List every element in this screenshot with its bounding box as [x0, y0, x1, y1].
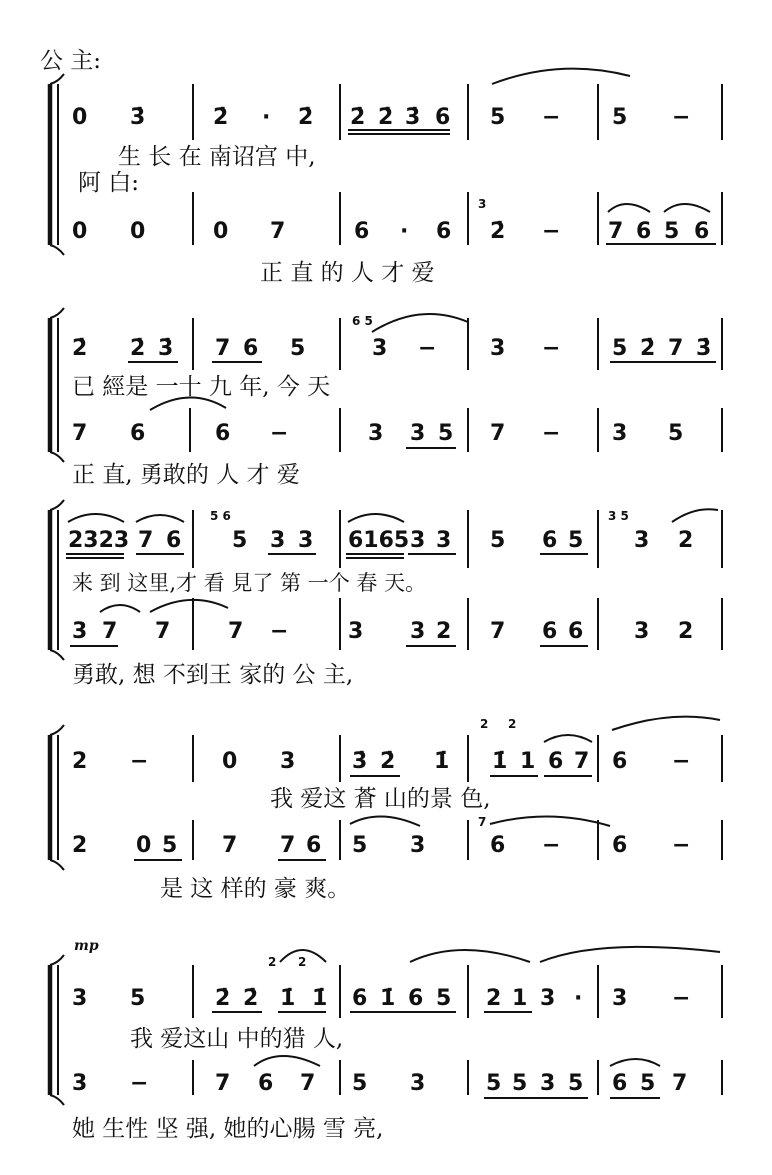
- note: 5: [352, 833, 368, 858]
- note: 6: [215, 421, 231, 446]
- note: 6: [354, 219, 370, 244]
- lyric-line: 生 长 在 南诏宫 中,: [118, 144, 316, 170]
- note: 2: [678, 528, 694, 553]
- note: −: [130, 1071, 149, 1096]
- note: 2̇: [298, 105, 314, 130]
- lyric-line: 正 直, 勇敢的 人 才 爱: [72, 462, 300, 488]
- note: 6: [612, 833, 628, 858]
- note: 5: [512, 1071, 528, 1096]
- note: −: [672, 749, 691, 774]
- note: 3̇: [696, 336, 712, 361]
- note: 7: [138, 528, 154, 553]
- note: 5: [612, 105, 628, 130]
- note: 5: [232, 528, 248, 553]
- lyric-line: 已 經是 一十 九 年, 今 天: [72, 374, 331, 400]
- svg-text:7 6 6 −: [72, 421, 683, 446]
- note: 3: [348, 619, 364, 644]
- svg-text:2: 2: [480, 717, 489, 731]
- svg-text:3 7 7 7: [72, 619, 693, 644]
- note: −: [270, 421, 289, 446]
- note: 6: [612, 1071, 628, 1096]
- note: −: [542, 105, 561, 130]
- note: 5: [612, 336, 628, 361]
- note: 3: [612, 986, 628, 1011]
- note: 5: [490, 105, 506, 130]
- note: 7: [155, 619, 171, 644]
- note: 6: [612, 749, 628, 774]
- note: 6: [568, 619, 584, 644]
- note: 3: [372, 336, 388, 361]
- note: 3: [280, 749, 296, 774]
- lyric-line: 正 直 的 人 才 爱: [260, 260, 435, 286]
- note: 7: [280, 833, 296, 858]
- note: 0: [222, 749, 238, 774]
- note: 2: [72, 833, 88, 858]
- note: 6: [636, 219, 652, 244]
- note: 0: [72, 219, 88, 244]
- lyric-line: 我 爱这山 中的猎 人,: [130, 1026, 344, 1052]
- system-2: [50, 308, 722, 488]
- note: 3̇: [352, 749, 368, 774]
- svg-text:6 5: 6 5: [352, 314, 373, 328]
- note: 6: [166, 528, 182, 553]
- note: 7: [574, 749, 590, 774]
- note: 2̇: [380, 749, 396, 774]
- note: 3: [72, 619, 88, 644]
- note: 5: [438, 421, 454, 446]
- note: 6: [490, 833, 506, 858]
- note: 2̇: [640, 336, 656, 361]
- note: 2: [486, 986, 502, 1011]
- note: −: [270, 619, 289, 644]
- note: −: [418, 336, 437, 361]
- note: 5: [486, 1071, 502, 1096]
- svg-text:3 − 7 6: [72, 1071, 687, 1096]
- note: 2̇: [243, 986, 259, 1011]
- svg-text:3: 3: [478, 197, 487, 211]
- note: −: [542, 219, 561, 244]
- svg-text:0 0 0 7: [72, 219, 709, 244]
- note: 3: [410, 421, 426, 446]
- lyric-line: 她 生性 坚 强, 她的心腸 雪 亮,: [72, 1116, 384, 1142]
- note: −: [672, 833, 691, 858]
- note: 7: [222, 833, 238, 858]
- note: 3: [490, 336, 506, 361]
- note: 3: [72, 986, 88, 1011]
- note: 5: [664, 219, 680, 244]
- svg-text:3 5: 3 5: [608, 509, 629, 523]
- note: 5: [490, 528, 506, 553]
- note: 5: [436, 986, 452, 1011]
- note: 5: [568, 1071, 584, 1096]
- note: 1̇: [492, 749, 508, 774]
- note: 2: [72, 749, 88, 774]
- system-3: [50, 500, 722, 688]
- note: 2323: [68, 528, 130, 553]
- note: 3: [436, 528, 452, 553]
- note: 3: [634, 528, 650, 553]
- note: 1: [520, 749, 536, 774]
- lyric-line: 我 爱这 蒼 山的景 色,: [270, 786, 491, 812]
- lyric-line: 勇敢, 想 不到王 家的 公 主,: [72, 662, 354, 688]
- note: 2̇: [490, 219, 506, 244]
- note: 1̇: [380, 986, 396, 1011]
- system-5: [50, 938, 722, 1142]
- note: 3: [410, 619, 426, 644]
- svg-text:2̇ 2̇ 3̇ 7: [72, 336, 711, 361]
- note: 2̇: [215, 986, 231, 1011]
- note: 0: [213, 219, 229, 244]
- note: 2: [678, 619, 694, 644]
- note: 1̇: [434, 749, 450, 774]
- note: 6: [435, 105, 451, 130]
- note: 6: [258, 1071, 274, 1096]
- lyric-line: 是 这 样的 豪 爽。: [160, 876, 351, 902]
- svg-text:7: 7: [478, 815, 487, 829]
- svg-text:2: 2: [268, 955, 277, 969]
- note: 3: [298, 528, 314, 553]
- note: ·: [574, 986, 583, 1011]
- note: 0: [136, 833, 152, 858]
- note: 6: [542, 619, 558, 644]
- role-label-princess: 公 主:: [40, 48, 102, 74]
- note: 7: [672, 1071, 688, 1096]
- note: 3̇: [405, 105, 421, 130]
- note: 6: [548, 749, 564, 774]
- note: 3: [540, 1071, 556, 1096]
- note: 7: [72, 421, 88, 446]
- note: −: [542, 336, 561, 361]
- svg-text:2: 2: [508, 717, 517, 731]
- note: 6: [542, 528, 558, 553]
- note: 7: [668, 336, 684, 361]
- note: 1̇: [280, 986, 296, 1011]
- system-1: [50, 69, 722, 286]
- note: 3: [612, 421, 628, 446]
- note: 7: [228, 619, 244, 644]
- note: 2̇: [130, 336, 146, 361]
- note: 3: [368, 421, 384, 446]
- note: 7: [490, 619, 506, 644]
- lyric-line: 来 到 这里,才 看 見了 第 一个 春 天。: [72, 571, 427, 595]
- note: 5: [640, 1071, 656, 1096]
- note: ·: [262, 105, 271, 130]
- note: 3: [410, 833, 426, 858]
- svg-text:5 6: 5 6: [210, 509, 231, 523]
- note: −: [672, 105, 691, 130]
- note: 7: [490, 421, 506, 446]
- note: 5: [290, 336, 306, 361]
- note: 6165: [348, 528, 410, 553]
- note: 3̇: [158, 336, 174, 361]
- note: 5: [568, 528, 584, 553]
- note: 6: [306, 833, 322, 858]
- note: 7: [608, 219, 624, 244]
- note: −: [542, 421, 561, 446]
- note: 3: [634, 619, 650, 644]
- note: 0: [72, 105, 88, 130]
- note: 3: [410, 528, 426, 553]
- note: 3: [270, 528, 286, 553]
- note: 7: [215, 336, 231, 361]
- note: 5: [668, 421, 684, 446]
- note: 6: [694, 219, 710, 244]
- dynamic-marking: mp: [74, 938, 99, 954]
- note: 2̇: [350, 105, 366, 130]
- note: 0: [130, 219, 146, 244]
- note: 2̇: [213, 105, 229, 130]
- note: 2̇: [72, 336, 88, 361]
- role-label-abai: 阿 白:: [78, 170, 140, 196]
- note: −: [542, 833, 561, 858]
- note: 6: [408, 986, 424, 1011]
- note: 6: [436, 219, 452, 244]
- svg-text:2: 2: [298, 955, 307, 969]
- note: 3̇: [130, 105, 146, 130]
- note: 2̇: [378, 105, 394, 130]
- note: 3: [410, 1071, 426, 1096]
- note: 6: [352, 986, 368, 1011]
- note: 1: [512, 986, 528, 1011]
- note: 5: [130, 986, 146, 1011]
- note: −: [130, 749, 149, 774]
- note: 3: [72, 1071, 88, 1096]
- note: 5: [352, 1071, 368, 1096]
- note: 3: [540, 986, 556, 1011]
- note: 7: [102, 619, 118, 644]
- note: ·: [400, 219, 409, 244]
- note: 2: [436, 619, 452, 644]
- note: 1̇: [312, 986, 328, 1011]
- note: 6: [130, 421, 146, 446]
- note: 6: [243, 336, 259, 361]
- svg-text:2323 7 6 5: [68, 528, 693, 553]
- note: 7: [215, 1071, 231, 1096]
- system-4: [50, 717, 722, 902]
- note: 7: [270, 219, 286, 244]
- note: 5: [162, 833, 178, 858]
- note: −: [672, 986, 691, 1011]
- note: 7: [300, 1071, 316, 1096]
